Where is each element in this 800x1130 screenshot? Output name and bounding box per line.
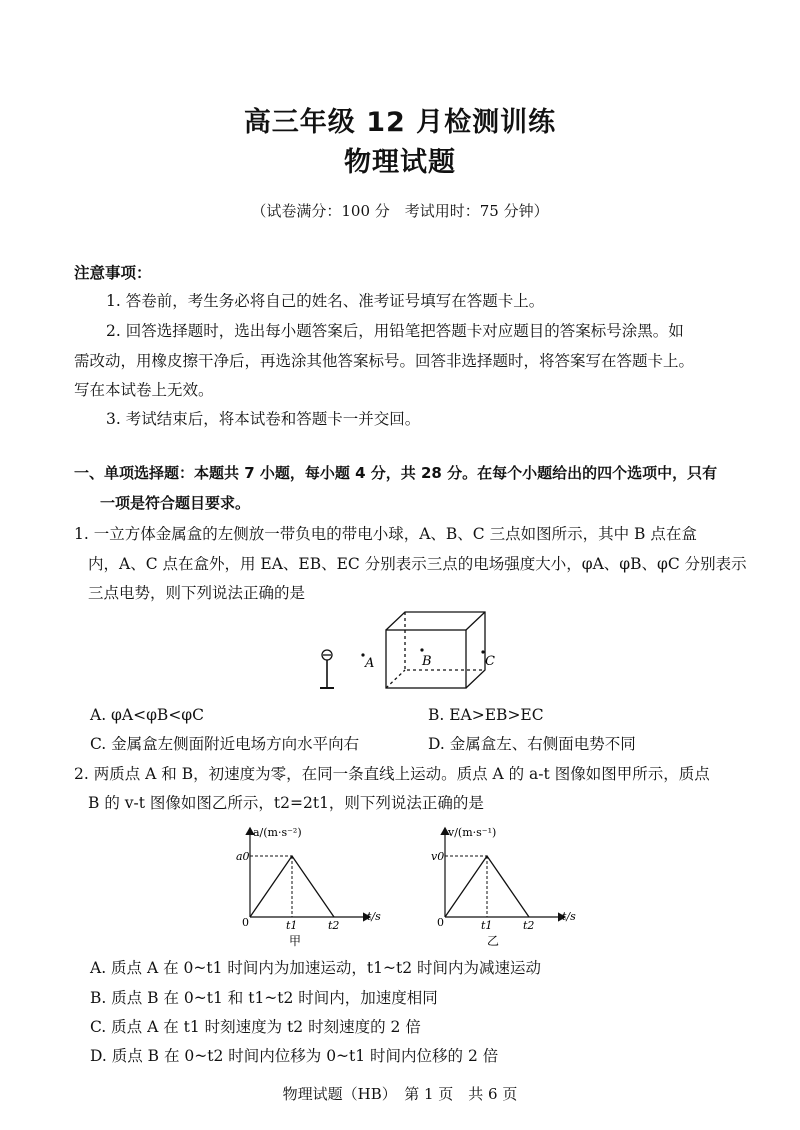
yi-y-axis-label: v/(m·s⁻¹) <box>448 826 497 839</box>
q1-option-c: C. 金属盒左侧面附近电场方向水平向右 <box>90 735 360 753</box>
q2-option-d: D. 质点 B 在 0~t2 时间内位移为 0~t1 时间内位移的 2 倍 <box>90 1047 499 1065</box>
point-b-dot <box>420 648 423 651</box>
point-a-label: A <box>365 656 375 671</box>
notice-heading: 注意事项： <box>74 264 152 282</box>
point-c-label: C <box>485 654 495 669</box>
section-1-heading-line-1: 一、单项选择题：本题共 7 小题，每小题 4 分，共 28 分。在每个小题给出的四个选项中，只有 <box>74 464 718 482</box>
q1-option-a: A. φA<φB<φC <box>90 706 205 724</box>
jia-origin: 0 <box>242 916 249 929</box>
metal-cube <box>386 612 485 688</box>
q2-stem-line-2: B 的 v-t 图像如图乙所示，t2=2t1，则下列说法正确的是 <box>88 794 484 812</box>
jia-y-axis-label: a/(m·s⁻²) <box>253 826 302 839</box>
yi-t2-label: t2 <box>523 919 535 932</box>
section-1-heading-line-2: 一项是符合题目要求。 <box>100 494 251 512</box>
yi-v0-label: v0 <box>431 850 445 863</box>
q1-stem-line-2: 内，A、C 点在盒外，用 EA、EB、EC 分别表示三点的电场强度大小，φA、φB、φC 分别表示 <box>88 555 747 573</box>
yi-caption: 乙 <box>487 934 500 948</box>
notice-item-2-line-1: 2. 回答选择题时，选出每小题答案后，用铅笔把答题卡对应题目的答案标号涂黑。如 <box>106 322 684 340</box>
q1-figure <box>310 600 510 700</box>
yi-x-axis-label: t/s <box>562 910 576 923</box>
jia-t2-label: t2 <box>328 919 340 932</box>
q2-option-c: C. 质点 A 在 t1 时刻速度为 t2 时刻速度的 2 倍 <box>90 1018 421 1036</box>
graph-yi <box>415 822 595 950</box>
charged-ball-stand <box>320 650 334 688</box>
jia-caption: 甲 <box>289 934 302 948</box>
point-b-label: B <box>422 654 432 669</box>
notice-item-2-line-3: 写在本试卷上无效。 <box>74 381 214 399</box>
q1-stem-line-1: 1. 一立方体金属盒的左侧放一带负电的带电小球，A、B、C 三点如图所示，其中 B 点在盒 <box>74 525 697 543</box>
title-line-1: 高三年级 12 月检测训练 <box>243 107 557 138</box>
yi-t1-label: t1 <box>481 919 493 932</box>
exam-info: （试卷满分：100 分 考试用时：75 分钟） <box>251 202 549 220</box>
page-footer: 物理试题（HB） 第 1 页 共 6 页 <box>282 1085 518 1103</box>
q1-stem-line-3: 三点电势，则下列说法正确的是 <box>88 584 306 602</box>
q1-option-d: D. 金属盒左、右侧面电势不同 <box>428 735 636 753</box>
jia-x-axis-label: t/s <box>367 910 381 923</box>
notice-item-3: 3. 考试结束后，将本试卷和答题卡一并交回。 <box>106 410 421 428</box>
notice-item-1: 1. 答卷前，考生务必将自己的姓名、准考证号填写在答题卡上。 <box>106 292 545 310</box>
q1-option-b: B. EA>EB>EC <box>428 706 544 724</box>
jia-a0-label: a0 <box>236 850 250 863</box>
notice-item-2-line-2: 需改动，用橡皮擦干净后，再选涂其他答案标号。回答非选择题时，将答案写在答题卡上。 <box>74 352 695 370</box>
q2-option-a: A. 质点 A 在 0~t1 时间内为加速运动，t1~t2 时间内为减速运动 <box>90 959 541 977</box>
q2-stem-line-1: 2. 两质点 A 和 B，初速度为零，在同一条直线上运动。质点 A 的 a-t 图像如图甲所示，质点 <box>74 765 710 783</box>
title-line-2: 物理试题 <box>344 147 456 178</box>
graph-jia <box>220 822 400 950</box>
yi-origin: 0 <box>437 916 444 929</box>
q2-option-b: B. 质点 B 在 0~t1 和 t1~t2 时间内，加速度相同 <box>90 989 438 1007</box>
jia-t1-label: t1 <box>286 919 298 932</box>
